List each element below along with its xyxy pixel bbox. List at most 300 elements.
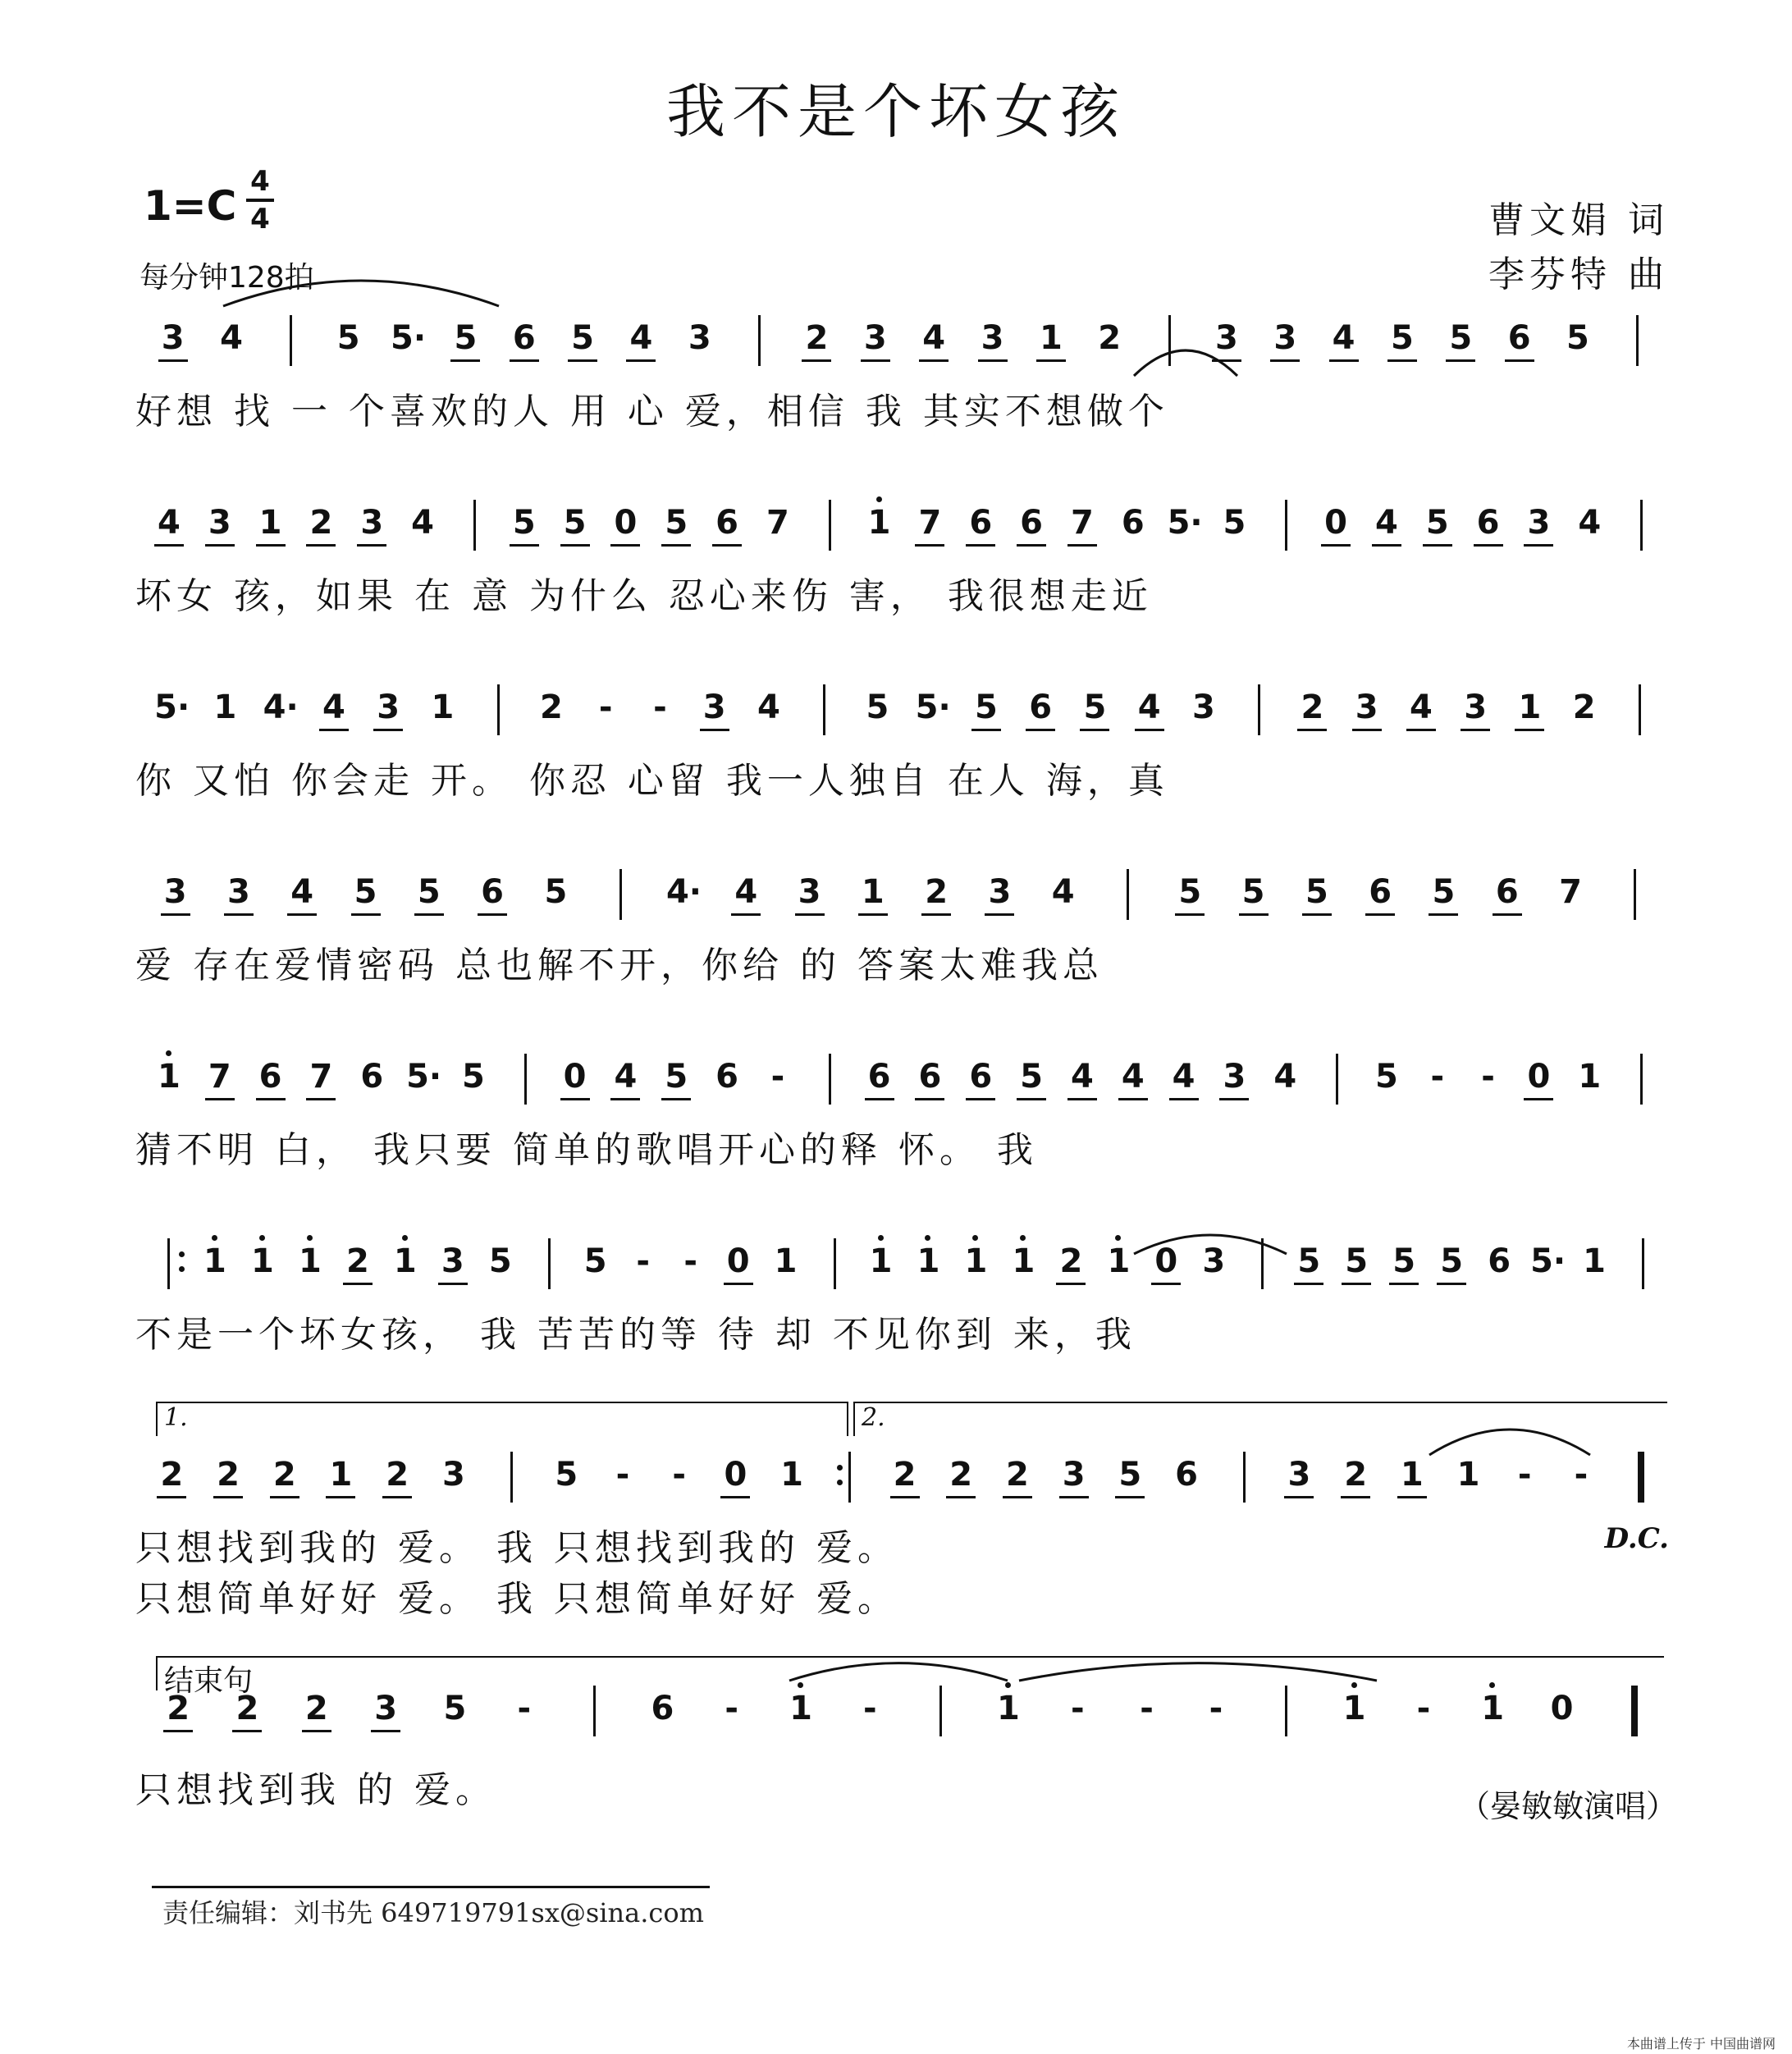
beam (946, 1496, 976, 1498)
beam (1003, 1496, 1032, 1498)
beam (1515, 729, 1544, 731)
beam (1342, 1283, 1371, 1285)
beam (1493, 913, 1522, 916)
note: 5 (1241, 873, 1265, 911)
lyric-line: 猜不明 白， 我只要 简单的歌唱开心的释 怀。 我 (135, 1129, 1038, 1171)
note: 4 (290, 873, 314, 911)
beam (1446, 359, 1475, 362)
note: 7 (309, 1058, 333, 1096)
beam (1017, 1098, 1046, 1100)
beam (560, 1098, 590, 1100)
bar-line (548, 1238, 551, 1289)
beam (163, 1730, 193, 1732)
lyric-line: 好想 找 一 个喜欢的人 用 心 爱，相信 我 其实不想做个 (135, 391, 1169, 432)
note: 1 (393, 1242, 417, 1280)
note: 2 (1572, 688, 1596, 726)
beam (1294, 1283, 1323, 1285)
note: 3 (702, 688, 726, 726)
beam (1387, 359, 1417, 362)
beam (700, 729, 729, 731)
note: 5 (583, 1242, 607, 1280)
beam (326, 1496, 355, 1498)
note: 2 (805, 319, 829, 357)
note: 1 (431, 688, 455, 726)
note: 0 (563, 1058, 587, 1096)
beam (270, 1496, 299, 1498)
note: 5 (1305, 873, 1328, 911)
beam (1302, 913, 1332, 916)
performer-credit: （晏敏敏演唱） (1458, 1788, 1677, 1824)
time-signature (246, 164, 274, 236)
note: 6 (1507, 319, 1531, 357)
note: 3 (798, 873, 821, 911)
beam (1329, 359, 1359, 362)
note: 5 (555, 1456, 578, 1494)
note: 3 (1202, 1242, 1226, 1280)
repeat-dot (837, 1465, 843, 1471)
beam (232, 1730, 262, 1732)
note: 5 (1345, 1242, 1369, 1280)
note: 3 (981, 319, 1004, 357)
beam (510, 359, 539, 362)
note: - (1140, 1690, 1154, 1727)
beam (382, 1496, 412, 1498)
dc-marking: D.C. (1604, 1522, 1669, 1555)
note: 5 (512, 504, 536, 542)
bar-line (1640, 1054, 1643, 1105)
note: 4 (922, 319, 946, 357)
note: 3 (441, 1456, 465, 1494)
note: 5· (406, 1058, 442, 1096)
editor-divider (152, 1886, 710, 1888)
note: 1 (329, 1456, 353, 1494)
bar-line (834, 1238, 836, 1289)
beam (1026, 729, 1055, 731)
tempo-marking: 每分钟128拍 (139, 261, 314, 295)
bar-line (1258, 684, 1260, 735)
note: 3 (1464, 688, 1488, 726)
beam (1321, 544, 1351, 547)
note: 3 (374, 1690, 398, 1727)
beam (861, 359, 890, 362)
beam (712, 544, 742, 547)
bar-line (1631, 1686, 1638, 1736)
note: 4 (1409, 688, 1433, 726)
octave-dot (212, 1235, 217, 1241)
note: 3 (863, 319, 887, 357)
note: 5 (1440, 1242, 1464, 1280)
note: 1 (789, 1690, 812, 1727)
editor-credit: 责任编辑：刘书先 649719791sx@sina.com (162, 1897, 704, 1928)
bar-line (823, 684, 825, 735)
beam (985, 913, 1014, 916)
beam (560, 544, 590, 547)
bar-line (1336, 1054, 1338, 1105)
beam (287, 913, 317, 916)
beam (568, 359, 597, 362)
note: 4 (1051, 873, 1075, 911)
beam (1239, 913, 1269, 916)
note: 0 (1154, 1242, 1178, 1280)
key-signature: 1=C (144, 182, 237, 230)
note: 5 (488, 1242, 512, 1280)
volta-1 (156, 1402, 848, 1436)
note: 2 (1059, 1242, 1083, 1280)
beam (205, 1098, 235, 1100)
octave-dot (878, 1235, 884, 1241)
note: 3 (1355, 688, 1378, 726)
note: - (725, 1690, 738, 1727)
beam (450, 359, 480, 362)
note: 5· (915, 688, 951, 726)
note: 5 (544, 873, 568, 911)
beam (731, 913, 761, 916)
beam (865, 1098, 894, 1100)
note: 5 (461, 1058, 485, 1096)
note: 5 (1297, 1242, 1321, 1280)
note: 5 (443, 1690, 467, 1727)
note: 3 (988, 873, 1012, 911)
beam (1151, 1283, 1181, 1285)
note: 5 (1566, 319, 1589, 357)
note: 3 (1527, 504, 1551, 542)
repeat-dot (179, 1266, 185, 1272)
note: 5 (974, 688, 998, 726)
beam (978, 359, 1008, 362)
beam (302, 1730, 331, 1732)
note: - (863, 1690, 877, 1727)
octave-dot (259, 1235, 265, 1241)
note: 5 (1425, 504, 1449, 542)
note: 4 (1070, 1058, 1094, 1096)
beam (343, 1283, 373, 1285)
note: - (672, 1456, 686, 1494)
beam (510, 544, 539, 547)
note: - (636, 1242, 650, 1280)
octave-dot (402, 1235, 408, 1241)
beam (157, 1496, 186, 1498)
note: 6 (1175, 1456, 1198, 1494)
bar-line (829, 500, 831, 551)
lyric-line: 坏女 孩，如果 在 意 为什么 忍心来伤 害， 我很想走近 (135, 575, 1153, 617)
bar-line (1639, 684, 1641, 735)
note: 2 (272, 1456, 296, 1494)
note: 0 (726, 1242, 750, 1280)
bar-line (593, 1686, 596, 1736)
note: 3 (1062, 1456, 1086, 1494)
beam (306, 1098, 336, 1100)
note: 1 (1342, 1690, 1366, 1727)
volta-2-label: 2. (862, 1403, 885, 1432)
note: 0 (614, 504, 638, 542)
note: 2 (309, 504, 333, 542)
beam (256, 544, 286, 547)
note: 5 (1432, 873, 1456, 911)
composer-credit: 李芬特 曲 (1488, 254, 1669, 295)
beam (205, 544, 235, 547)
beam (1524, 544, 1553, 547)
note: - (517, 1690, 532, 1727)
beam (1175, 913, 1205, 916)
octave-dot (1020, 1235, 1026, 1241)
note: 3 (441, 1242, 464, 1280)
octave-dot (307, 1235, 313, 1241)
beam (915, 544, 944, 547)
time-signature-bottom: 4 (250, 203, 270, 236)
note: 4· (263, 688, 299, 726)
beam (373, 729, 403, 731)
note: 5 (563, 504, 587, 542)
note: 6 (651, 1690, 674, 1727)
note: - (683, 1242, 697, 1280)
note: 5 (417, 873, 441, 911)
note: 1 (251, 1242, 274, 1280)
note: 0 (1324, 504, 1347, 542)
lyric-line: 爱 存在爱情密码 总也解不开，你给 的 答案太难我总 (135, 945, 1104, 986)
bar-line (510, 1452, 513, 1503)
beam (319, 729, 349, 731)
note: 6 (1121, 504, 1145, 542)
ending-bracket (156, 1656, 1664, 1690)
note: 1 (1583, 1242, 1606, 1280)
lyric-line: 只想找到我 的 爱。 (135, 1769, 496, 1811)
beam (858, 913, 888, 916)
note: - (1416, 1690, 1431, 1727)
note: 4 (1137, 688, 1161, 726)
note: 2 (539, 688, 563, 726)
beam (610, 544, 640, 547)
beam (1524, 1098, 1553, 1100)
beam (1219, 1098, 1249, 1100)
note: 4 (1332, 319, 1355, 357)
bar-line (848, 1452, 851, 1503)
bar-line (1634, 869, 1636, 920)
beam (1118, 1098, 1148, 1100)
note: 4 (1172, 1058, 1195, 1096)
bar-line (939, 1686, 942, 1736)
note: 1 (1456, 1456, 1480, 1494)
note: 5 (1020, 1058, 1043, 1096)
note: 4· (665, 873, 702, 911)
note: 1 (1578, 1058, 1602, 1096)
note: 6 (1488, 1242, 1511, 1280)
beam (224, 913, 254, 916)
lyricist-credit: 曹文娟 词 (1488, 199, 1669, 241)
beam (966, 1098, 995, 1100)
note: 2 (304, 1690, 328, 1727)
beam (724, 1283, 753, 1285)
note: 7 (208, 1058, 231, 1096)
beam (919, 359, 949, 362)
note: 2 (386, 1456, 409, 1494)
note: 4 (629, 319, 653, 357)
note: - (1209, 1690, 1223, 1727)
beam (357, 544, 386, 547)
slur (1132, 345, 1239, 377)
note: 1 (203, 1242, 226, 1280)
beam (1505, 359, 1534, 362)
octave-dot (876, 496, 882, 502)
bar-line (1127, 869, 1129, 920)
slur (222, 275, 501, 308)
beam (661, 1098, 691, 1100)
beam (306, 544, 336, 547)
volta-1-label: 1. (164, 1403, 188, 1432)
bar-line (1638, 1452, 1644, 1503)
beam (1429, 913, 1458, 916)
note: - (1070, 1690, 1085, 1727)
lyric-line: 不是一个坏女孩， 我 苦苦的等 待 却 不见你到 来，我 (135, 1314, 1136, 1356)
note: 4 (157, 504, 181, 542)
note: 3 (1273, 319, 1297, 357)
beam (1080, 729, 1109, 731)
repeat-dot (837, 1480, 843, 1485)
note: 1 (780, 1456, 803, 1494)
bar-line (473, 500, 476, 551)
beam (158, 359, 188, 362)
note: 1 (1012, 1242, 1035, 1280)
beam (371, 1730, 400, 1732)
bar-line (1285, 1686, 1287, 1736)
note: 1 (867, 504, 891, 542)
note: 7 (918, 504, 942, 542)
beam (1270, 359, 1300, 362)
note: 7 (1559, 873, 1582, 911)
note: 3 (161, 319, 185, 357)
note: 7 (1070, 504, 1094, 542)
note: 5 (354, 873, 377, 911)
note: 2 (345, 1242, 369, 1280)
note: 7 (766, 504, 789, 542)
beam (1169, 1098, 1199, 1100)
beam (351, 913, 381, 916)
note: - (615, 1456, 630, 1494)
lyric-line: 你 又怕 你会走 开。 你忍 心留 我一人独自 在人 海，真 (135, 760, 1169, 802)
octave-dot (166, 1050, 171, 1056)
note: 0 (1527, 1058, 1551, 1096)
octave-dot (925, 1235, 930, 1241)
note: 5 (1223, 504, 1246, 542)
note: 5 (1178, 873, 1202, 911)
beam (890, 1496, 920, 1498)
beam (1365, 913, 1395, 916)
note: 5 (866, 688, 889, 726)
note: 1 (157, 1058, 181, 1096)
note: - (598, 688, 613, 726)
note: - (1481, 1058, 1495, 1096)
note: 2 (925, 873, 949, 911)
beam (154, 544, 184, 547)
note: 0 (1550, 1690, 1574, 1727)
note: 1 (997, 1690, 1020, 1727)
note: 4 (220, 319, 243, 357)
note: 4 (614, 1058, 638, 1096)
bar-line (758, 315, 761, 366)
bar-line (1642, 1238, 1644, 1289)
beam (971, 729, 1001, 731)
bar-line (1640, 500, 1643, 551)
note: 6 (481, 873, 505, 911)
beam (478, 913, 507, 916)
beam (1297, 729, 1327, 731)
beam (1135, 729, 1164, 731)
note: 4 (734, 873, 758, 911)
beam (1284, 1496, 1314, 1498)
note: 2 (167, 1690, 190, 1727)
note: - (653, 688, 667, 726)
note: 3 (227, 873, 250, 911)
beam (1341, 1496, 1370, 1498)
note: 4 (411, 504, 434, 542)
beam (966, 544, 995, 547)
beam (1423, 544, 1452, 547)
note: 6 (715, 1058, 738, 1096)
bar-line (1243, 1452, 1246, 1503)
note: 3 (377, 688, 400, 726)
beam (256, 1098, 286, 1100)
bar-line (497, 684, 500, 735)
note: 6 (867, 1058, 891, 1096)
beam (802, 359, 831, 362)
note: 2 (949, 1456, 973, 1494)
note: 3 (1191, 688, 1215, 726)
note: 1 (298, 1242, 322, 1280)
beam (1352, 729, 1382, 731)
beam (1437, 1283, 1466, 1285)
slur (1132, 1231, 1288, 1256)
note: 2 (1301, 688, 1324, 726)
note: 6 (969, 1058, 993, 1096)
note: 6 (258, 1058, 282, 1096)
note: 6 (360, 1058, 384, 1096)
note: 3 (360, 504, 384, 542)
note: 3 (1214, 319, 1238, 357)
note: 4 (322, 688, 345, 726)
note: 5 (665, 1058, 688, 1096)
beam (1406, 729, 1436, 731)
note: 5 (1374, 1058, 1398, 1096)
bar-line (829, 1054, 831, 1105)
note: 6 (1495, 873, 1519, 911)
note: 5 (665, 504, 688, 542)
note: 6 (918, 1058, 942, 1096)
note: 1 (1107, 1242, 1131, 1280)
note: 4 (1273, 1058, 1297, 1096)
note: 3 (1223, 1058, 1246, 1096)
beam (1059, 1496, 1089, 1498)
note: 5· (1167, 504, 1203, 542)
note: 4 (1374, 504, 1398, 542)
note: 5· (154, 688, 190, 726)
beam (720, 1496, 750, 1498)
note: 3 (1287, 1456, 1311, 1494)
octave-dot (1115, 1235, 1121, 1241)
beam (1461, 729, 1490, 731)
beam (1389, 1283, 1419, 1285)
beam (414, 913, 444, 916)
note: 5 (1449, 319, 1473, 357)
beam (921, 913, 951, 916)
note: - (1517, 1456, 1532, 1494)
beam (213, 1496, 243, 1498)
bar-line (1285, 500, 1287, 551)
page-title: 我不是个坏女孩 (665, 77, 1126, 146)
note: 5 (1392, 1242, 1416, 1280)
note: 1 (861, 873, 885, 911)
note: 1 (213, 688, 237, 726)
note: 2 (1344, 1456, 1368, 1494)
note: 1 (964, 1242, 988, 1280)
